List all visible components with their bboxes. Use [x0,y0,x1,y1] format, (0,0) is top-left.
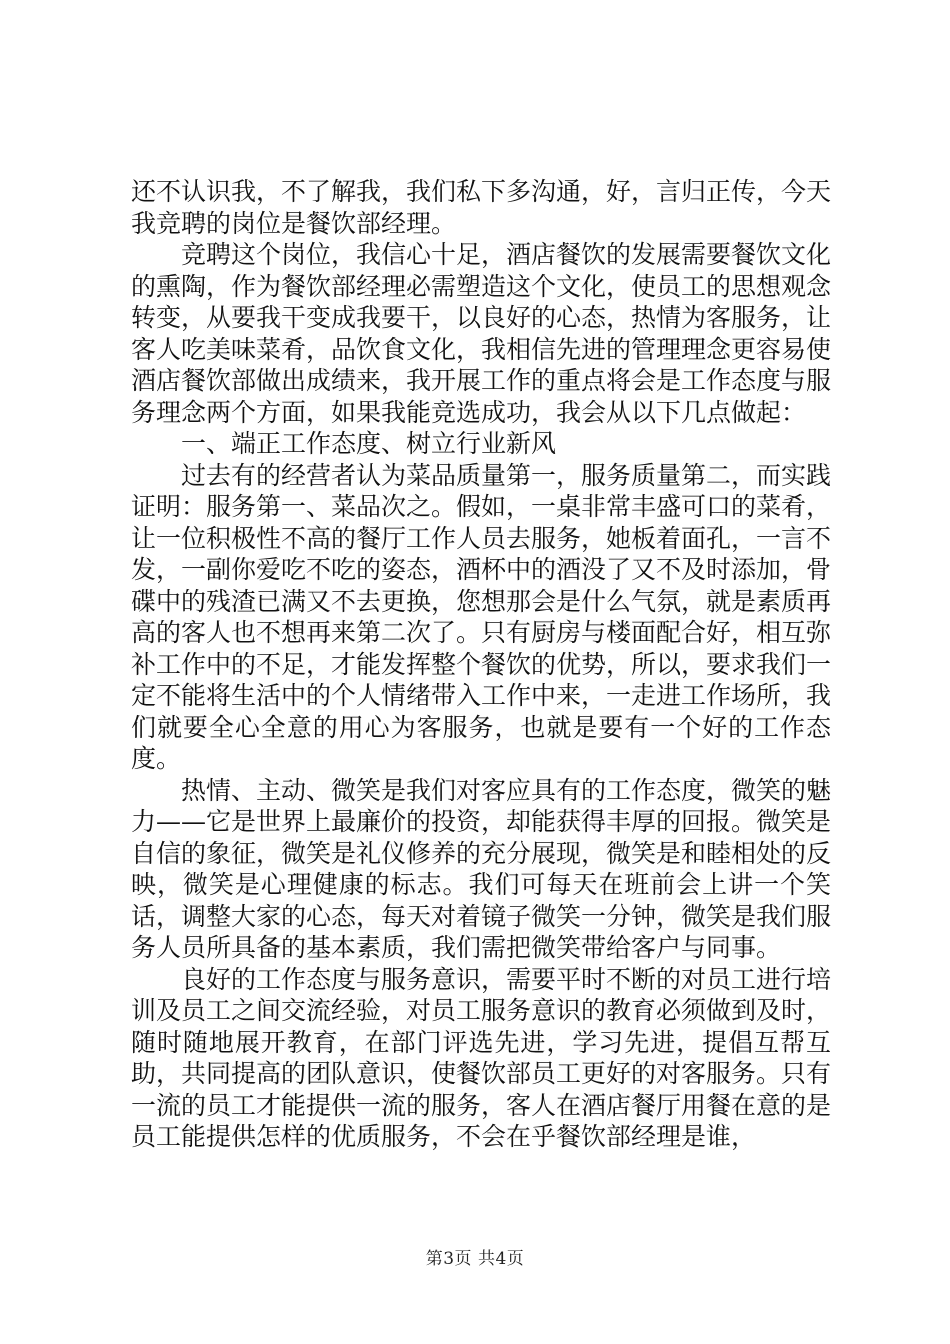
paragraph-intro: 竞聘这个岗位，我信心十足，酒店餐饮的发展需要餐饮文化的熏陶，作为餐饮部经理必需塑造这个文化，使员工的思想观念转变，从要我干变成我要干，以良好的心态，热情为客服务，让客人吃美味菜肴，品饮食文化，我相信先进的管理理念更容易使酒店餐饮部做出成绩来，我开展工作的重点将会是工作态度与服务理念两个方面，如果我能竞选成功，我会从以下几点做起： [131,240,832,427]
paragraph-smile: 热情、主动、微笑是我们对客应具有的工作态度，微笑的魅力——它是世界上最廉价的投资，却能获得丰厚的回报。微笑是自信的象征，微笑是礼仪修养的充分展现，微笑是和睦相处的反映，微笑是心理健康的标志。我们可每天在班前会上讲一个笑话，调整大家的心态，每天对着镜子微笑一分钟，微笑是我们服务人员所具备的基本素质，我们需把微笑带给客户与同事。 [131,775,832,962]
document-body [131,176,831,1153]
paragraph-service-first: 过去有的经营者认为菜品质量第一，服务质量第二，而实践证明：服务第一、菜品次之。假如，一桌非常丰盛可口的菜肴，让一位积极性不高的餐厅工作人员去服务，她板着面孔，一言不发，一副你爱吃不吃的姿态，酒杯中的酒没了又不及时添加，骨碟中的残渣已满又不去更换，您想那会是什么气氛，就是素质再高的客人也不想再来第二次了。只有厨房与楼面配合好，相互弥补工作中的不足，才能发挥整个餐饮的优势，所以，要求我们一定不能将生活中的个人情绪带入工作中来，一走进工作场所，我们就要全心全意的用心为客服务，也就是要有一个好的工作态度。 [131,460,832,773]
page-footer: 第3页 共4页 [425,1249,525,1269]
paragraph-continuation: 还不认识我，不了解我，我们私下多沟通，好，言归正传，今天我竞聘的岗位是餐饮部经理。 [131,177,832,238]
paragraph-training: 良好的工作态度与服务意识，需要平时不断的对员工进行培训及员工之间交流经验，对员工服务意识的教育必须做到及时，随时随地展开教育，在部门评选先进，学习先进，提倡互帮互助，共同提高的团队意识，使餐饮部员工更好的对客服务。只有一流的员工才能提供一流的服务，客人在酒店餐厅用餐在意的是员工能提供怎样的优质服务，不会在乎餐饮部经理是谁， [131,964,832,1151]
section-heading: 一、端正工作态度、树立行业新风 [181,429,557,458]
